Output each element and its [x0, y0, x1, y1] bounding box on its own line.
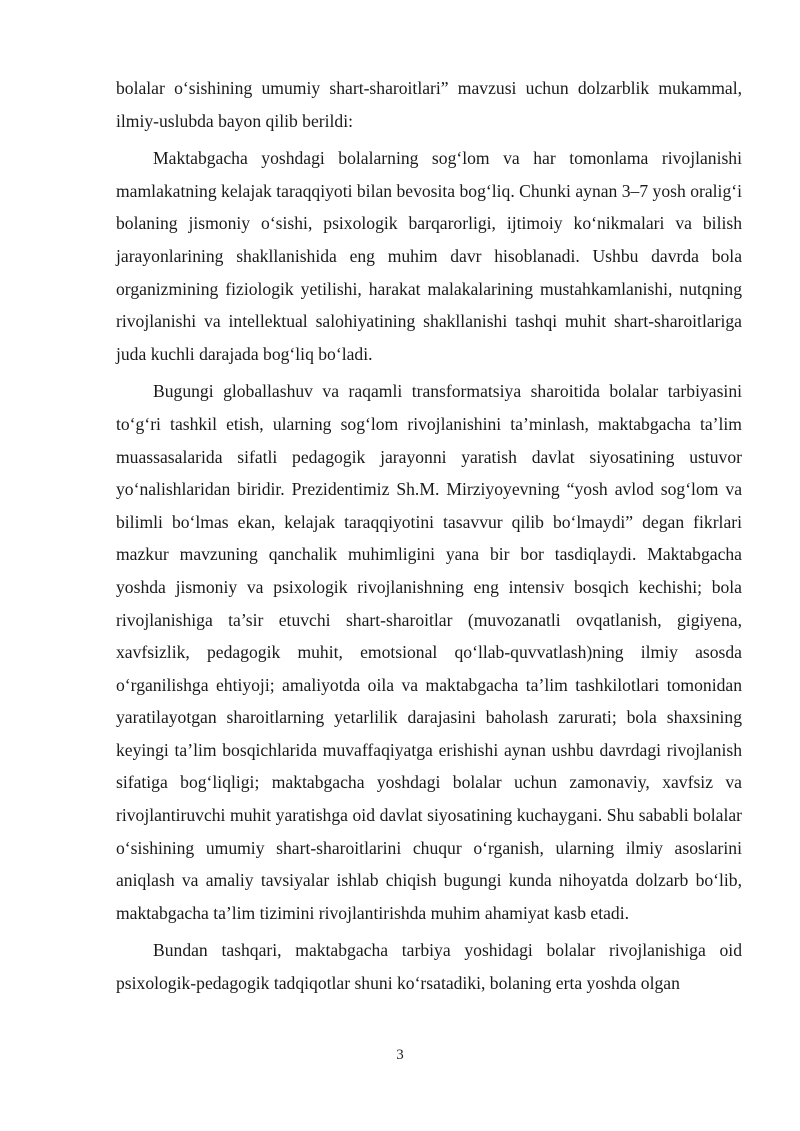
- page-number: 3: [396, 1047, 404, 1063]
- paragraph-research: Bundan tashqari, maktabgacha tarbiya yoshidagi bolalar rivojlanishiga oid psixologik-pedagogik tadqiqotlar shuni ko‘rsatadiki, bolaning erta yoshda olgan: [116, 940, 742, 994]
- paragraph-state-policy: Bugungi globallashuv va raqamli transformatsiya sharoitida bolalar tarbiyasini to‘g‘ri tashkil etish, ularning sog‘lom rivojlanishini ta’minlash, maktabgacha ta’lim muassasalarida sifatli pedagogik jarayonni yaratish davlat siyosatining ustuvor yo‘nalishlaridan biridir. Prezidentimiz Sh.M. Mirziyoyevning “yosh avlod sog‘lom va bilimli bo‘lmas ekan, kelajak taraqqiyotini tasavvur qilib bo‘lmaydi” degan fikrlari mazkur mavzuning qanchalik muhimligini yana bir bor tasdiqlaydi. Maktabgacha yoshda jismoniy va psixologik rivojlanishning eng intensiv bosqich kechishi; bola rivojlanishiga ta’sir etuvchi shart-sharoitlar (muvozanatli ovqatlanish, gigiyena, xavfsizlik, pedagogik muhit, emotsional qo‘llab-quvvatlash)ning ilmiy asosda o‘rganilishga ehtiyoji; amaliyotda oila va maktabgacha ta’lim tashkilotlari tomonidan yaratilayotgan sharoitlarning yetarlilik darajasini baholash zarurati; bola shaxsining keyingi ta’lim bosqichlarida muvaffaqiyatga erishishi aynan ushbu davrdagi rivojlanish sifatiga bog‘liqligi; maktabgacha yoshdagi bolalar uchun zamonaviy, xavfsiz va rivojlantiruvchi muhit yaratishga oid davlat siyosatining kuchaygani. Shu sababli bolalar o‘sishining umumiy shart-sharoitlarini chuqur o‘rganish, ularning ilmiy asoslarini aniqlash va amaliy tavsiyalar ishlab chiqish bugungi kunda nihoyatda dolzarb bo‘lib, maktabgacha ta’lim tizimini rivojlantirishda muhim ahamiyat kasb etadi.: [116, 381, 742, 923]
- page-body: [116, 72, 742, 1005]
- paragraph-intro: bolalar o‘sishining umumiy shart-sharoitlari” mavzusi uchun dolzarblik mukammal, ilmiy-uslubda bayon qilib berildi:: [116, 78, 742, 131]
- paragraph-relevance: Maktabgacha yoshdagi bolalarning sog‘lom va har tomonlama rivojlanishi mamlakatning kelajak taraqqiyoti bilan bevosita bog‘liq. Chunki aynan 3–7 yosh oralig‘i bolaning jismoniy o‘sishi, psixologik barqarorligi, ijtimoiy ko‘nikmalari va bilish jarayonlarining shakllanishida eng muhim davr hisoblanadi. Ushbu davrda bola organizmining fiziologik yetilishi, harakat malakalarining mustahkamlanishi, nutqning rivojlanishi va intellektual salohiyatining shakllanishi tashqi muhit shart-sharoitlariga juda kuchli darajada bog‘liq bo‘ladi.: [116, 148, 742, 364]
